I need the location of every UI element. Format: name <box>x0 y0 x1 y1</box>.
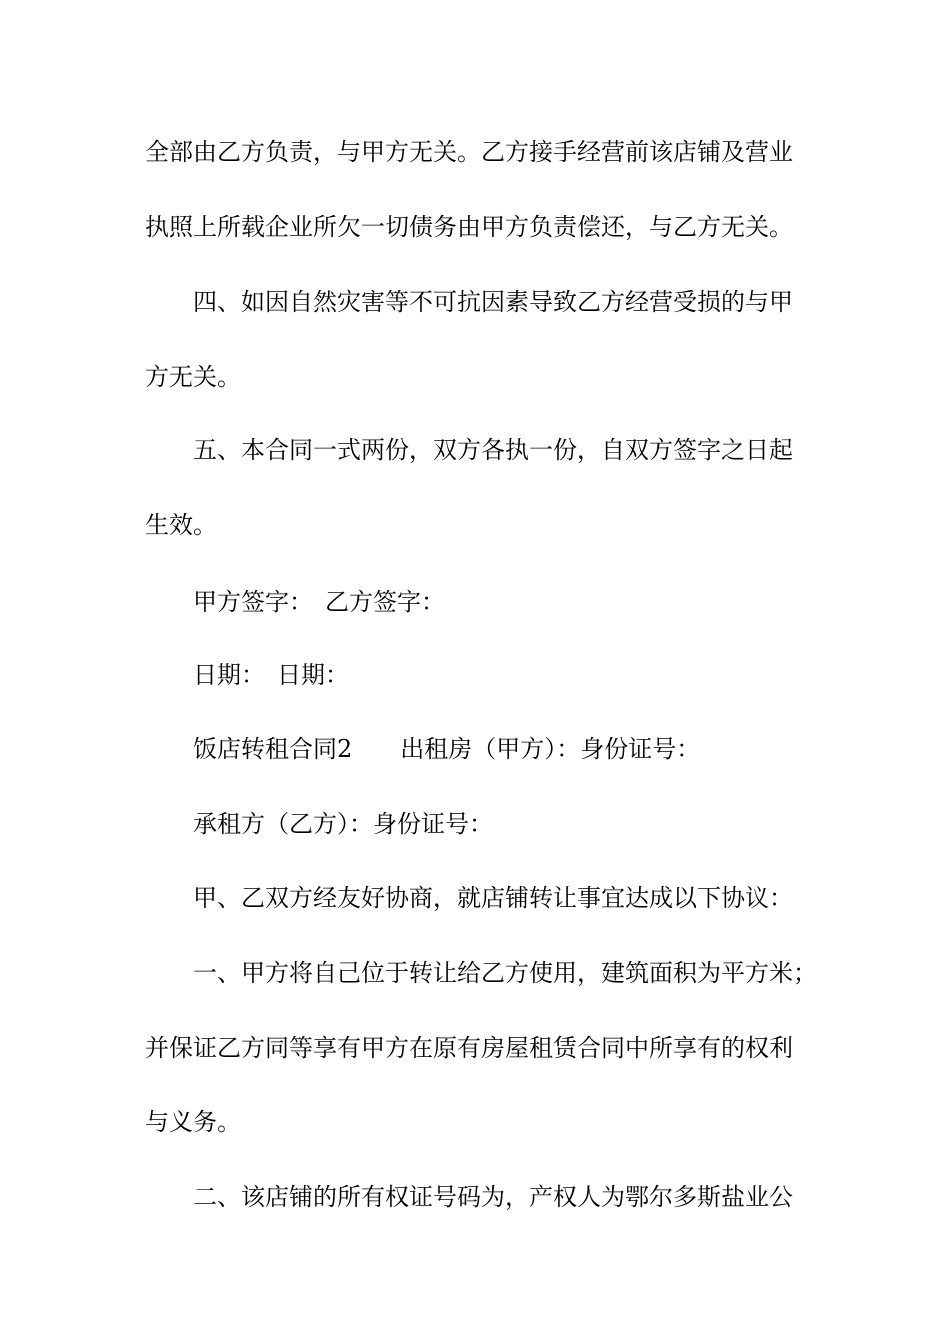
date-line: 日期： 日期： <box>193 661 349 689</box>
paragraph-line: 四、如因自然灾害等不可抗因素导致乙方经营受损的与甲 <box>193 288 793 316</box>
paragraph-line: 方无关。 <box>145 363 241 391</box>
signature-line: 甲方签字： 乙方签字： <box>193 588 445 616</box>
contract-title-line: 饭店转租合同2 出租房（甲方）：身份证号： <box>193 735 701 763</box>
paragraph-line: 二、该店铺的所有权证号码为，产权人为鄂尔多斯盐业公 <box>193 1183 793 1211</box>
paragraph-line: 全部由乙方负责，与甲方无关。乙方接手经营前该店铺及营业 <box>145 138 793 166</box>
paragraph-line: 甲、乙双方经友好协商，就店铺转让事宜达成以下协议： <box>193 884 793 912</box>
paragraph-line: 承租方（乙方）：身份证号： <box>193 810 493 838</box>
paragraph-line: 执照上所载企业所欠一切债务由甲方负责偿还，与乙方无关。 <box>145 213 793 241</box>
paragraph-line: 与义务。 <box>145 1108 241 1136</box>
paragraph-line: 生效。 <box>145 511 217 539</box>
paragraph-line: 五、本合同一式两份，双方各执一份，自双方签字之日起 <box>193 436 793 464</box>
paragraph-line: 并保证乙方同等享有甲方在原有房屋租赁合同中所享有的权利 <box>145 1034 793 1062</box>
paragraph-line: 一、甲方将自己位于转让给乙方使用，建筑面积为平方米； <box>193 959 817 987</box>
